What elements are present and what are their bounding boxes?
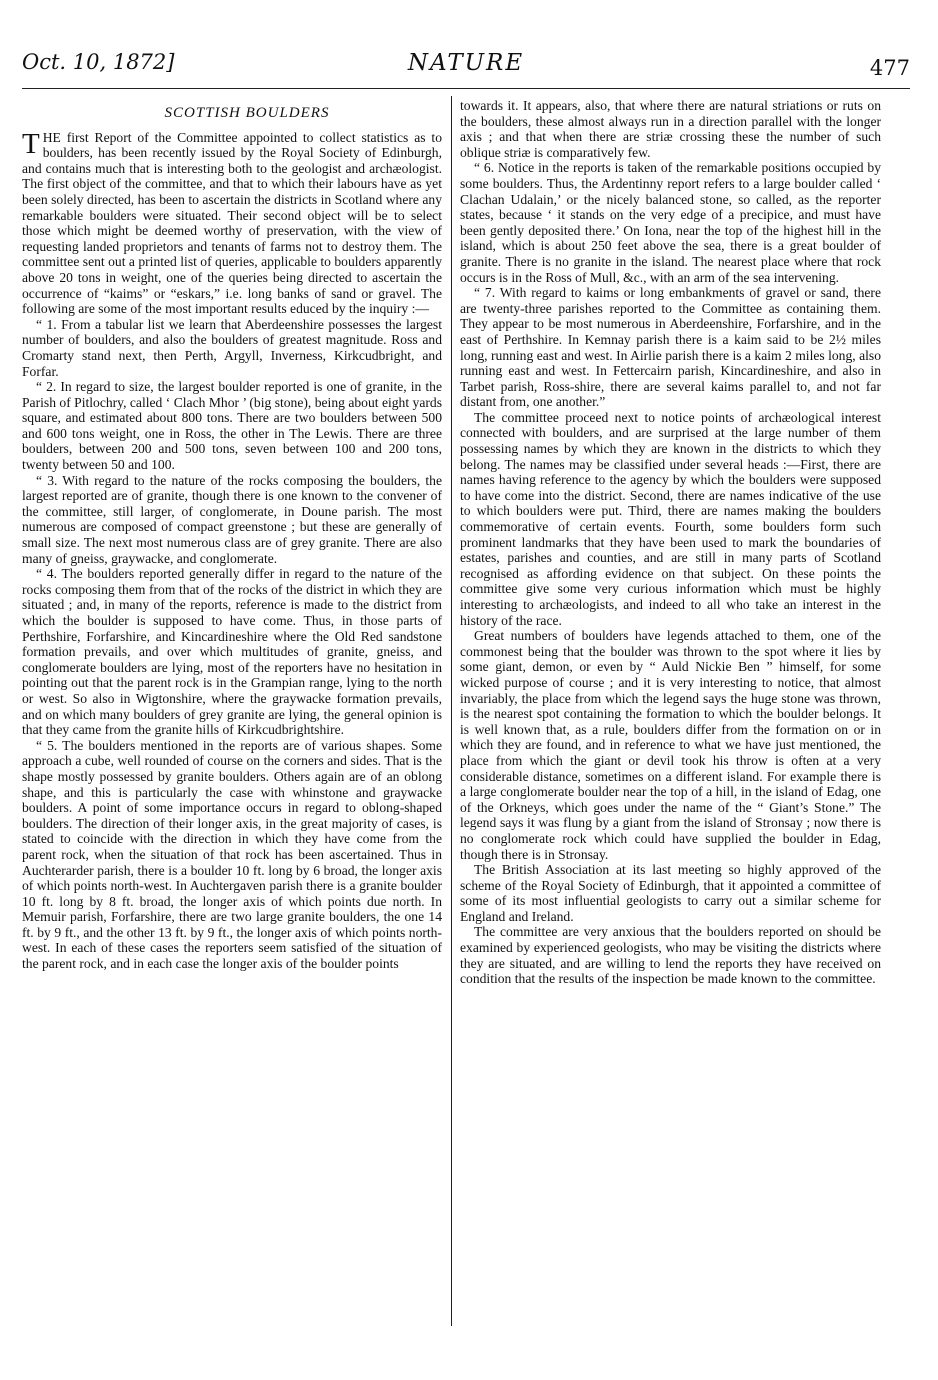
page-number: 477: [869, 56, 910, 80]
article-title: SCOTTISH BOULDERS: [164, 105, 330, 121]
paragraph: The British Association at its last meeting so highly approved of the scheme of the Royal Society of Edinburgh, that it appointed a committee of some of its most influential geologists to carry out a similar scheme for England and Ireland.: [460, 862, 881, 924]
paragraph: “ 3. With regard to the nature of the rocks composing the boulders, the largest reported are of granite, though there is one known to the convener of the committee, still larger, of conglomerate, in Doune parish. The most numerous are composed of compact greenstone ; but these are generally of small size. The next most numerous class are of grey granite. There are also many of gneiss, graywacke, and conglomerate.: [22, 472, 442, 566]
paragraph: “ 6. Notice in the reports is taken of the remarkable positions occupied by some boulders. Thus, the Ardentinny report refers to a large boulder called ‘ Clachan Udalain,’ or the nicely balanced stone, so called, as the reporter states, because ‘ it stands on the very edge of a precipice, and must have been gently deposited there.’ On Iona, near the top of the highest hill in the island, which is about 250 feet above the sea, there is a great boulder of granite. There is no granite in the island. The nearest place where that rock occurs is in the Ross of Mull, &c., with an arm of the sea intervening.: [460, 160, 881, 285]
paragraph: [22, 127, 442, 317]
paragraph: towards it. It appears, also, that where there are natural striations or ruts on the boulders, these almost always run in a direction parallel with the longer axis ; and that when there are striæ crossing these the number of such oblique striæ is comparatively few.: [460, 98, 881, 160]
issue-date: Oct. 10, 1872]: [22, 50, 175, 74]
paragraph: “ 7. With regard to kaims or long embankments of gravel or sand, there are twenty-three parishes reported to the Committee as containing them. They appear to be most numerous in Aberdeenshire, Forfarshire, and in the east of Perthshire. In Kemnay parish there is a kaim said to be 2½ miles long, running east and west. In Airlie parish there is a kaim 2 miles long, also running east and west. In Fettercairn parish, Kincardineshire, and also in Tarbet parish, Ross-shire, there are several kaims parallel to, and not far distant from, one another.”: [460, 285, 881, 410]
journal-title: NATURE: [407, 50, 525, 76]
header-rule: [22, 88, 910, 89]
paragraph: “ 4. The boulders reported generally differ in regard to the nature of the rocks composing them from that of the rocks of the district in which they are situated ; and, in many of the reports, reference is made to the district from which the boulder is supposed to have come. Thus, in those parts of Perthshire, Forfarshire, and Kincardineshire where the Old Red sandstone formation prevails, and over which multitudes of granite, gneiss, and conglomerate boulders are lying, most of the reporters have no hesitation in pointing out that the parent rock is in the Grampian range, lying to the north or west. So also in Wigtonshire, where the graywacke formation prevails, and on which many boulders of grey granite are lying, the general opinion is that they came from the granite hills of Kirkcudbrightshire.: [22, 566, 442, 738]
paragraph: The committee are very anxious that the boulders reported on should be examined by experienced geologists, who may be visiting the districts where they are situated, and are willing to lend the reports they have received on condition that the results of the inspection be made known to the committee.: [460, 924, 881, 987]
paragraph: “ 2. In regard to size, the largest boulder reported is one of granite, in the Parish of Pitlochry, called ‘ Clach Mhor ’ (big stone), being about eight yards square, and estimated about 800 tons. There are two boulders between 500 and 600 tons weight, one in Ross, the other in The Lewis. There are three boulders, between 200 and 500 tons, seven between 100 and 200 tons, twenty between 50 and 100.: [22, 379, 442, 473]
paragraph: The committee proceed next to notice points of archæological interest connected with boulders, and are surprised at the large number of them possessing names by which they are known in the districts to which they belong. The names may be classified under several heads :—First, there are names having reference to the agency by which the boulders were supposed to have come into the district. Second, there are names indicative of the use to which boulders were put. Third, there are names making the boulders commemorative of certain events. Fourth, some boulders form such prominent landmarks that they have been used to mark the boundaries of estates, parishes and counties, and are still in many parts of Scotland recognised as affording evidence on that subject. On these points the committee give some very curious information which must be highly interesting to archæologists, and indeed to all who take an interest in the history of the race.: [460, 409, 881, 628]
paragraph-text: HE first Report of the Committee appointed to collect statistics as to boulders, has been recently issued by the Royal Society of Edinburgh, and contains much that is interesting both to the geologist and archæologist. The first object of the committee, and that to which their labours have as yet been solely directed, has been to ascertain the districts in Scotland where any remarkable boulders were situated. Their second object will be to select those which might be deemed worthy of preservation, with the view of requesting landed proprietors and tenants of farms not to destroy them. The committee sent out a printed list of queries, applicable to boulders apparently above 20 tons in weight, one of the queries being directed to ascertain the occurrence of “kaims” or “eskars,” i.e. long banks of sand or gravel. The following are some of the most important results educed by the inquiry :—: [22, 129, 442, 317]
paragraph: “ 5. The boulders mentioned in the reports are of various shapes. Some approach a cube, well rounded of course on the corners and sides. That is the shape mostly possessed by granite boulders. Others again are of an oblong shape, and this is particularly the case with whinstone and graywacke boulders. A point of some importance occurs in regard to oblong-shaped boulders. The direction of their longer axis, in the great majority of cases, is stated to coincide with the direction in which they have come from the parent rock, when the situation of that rock has been ascertained. Thus in Auchterarder parish, there is a boulder 10 ft. long by 6 broad, the longer axis of which points north-west. In Auchtergaven parish there is a granite boulder 10 ft. long by 8 ft. broad, the longer axis of which points due north. In Memuir parish, Forfarshire, there are two large granite boulders, the one 14 ft. by 9 ft., and the other 13 ft. by 9 ft., the longer axis of which points north-west. In each of these cases the reporters seem satisfied of the situation of the parent rock, and in each case the longer axis of the boulder points: [22, 737, 442, 972]
paragraph: Great numbers of boulders have legends attached to them, one of the commonest being that the boulder was thrown to the spot where it lies by some giant, demon, or even by “ Auld Nickie Ben ” himself, for some wicked purpose of course ; and it is very interesting to notice, that almost invariably, the place from which the legend says the huge stone was thrown, is the nearest spot containing the formation to which the boulder belongs. It is well known that, as a rule, boulders differ from the formation on or in which they are found, and in reference to what we have just mentioned, the place from which the giant or devil took his throw is often at a very considerable distance, sometimes on a different island. For example there is a large conglomerate boulder near the top of a hill, in the island of Edag, one of the Orkneys, which goes under the name of the “ Giant’s Stone.” The legend says it was flung by a giant from the island of Stronsay ; now there is no conglomerate rock which could have supplied the boulder in Edag, though there is in Stronsay.: [460, 628, 881, 862]
right-column: [460, 98, 881, 987]
column-divider: [451, 96, 452, 1326]
page-header: [22, 50, 910, 86]
paragraph: “ 1. From a tabular list we learn that Aberdeenshire possesses the largest number of boulders, and also the boulders of greatest magnitude. Ross and Cromarty stand next, then Perth, Argyll, Inverness, Kirkcudbright, and Forfar.: [22, 316, 442, 379]
drop-cap: T: [22, 127, 40, 160]
left-column: [22, 102, 442, 972]
